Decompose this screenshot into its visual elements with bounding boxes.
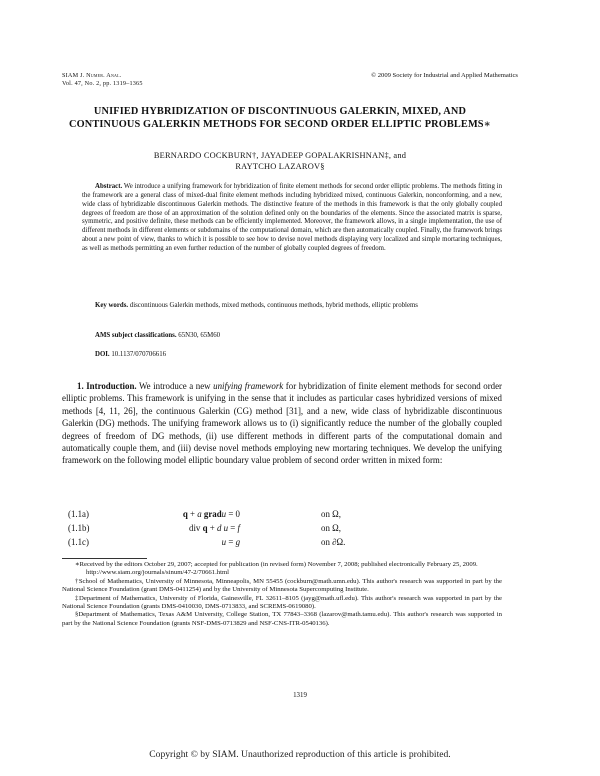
equation-number: (1.1a) bbox=[68, 509, 89, 519]
society-header: © 2009 Society for Industrial and Applied Mathematics bbox=[371, 72, 518, 79]
doi-text[interactable]: 10.1137/070706616 bbox=[111, 351, 167, 358]
page-number: 1319 bbox=[293, 692, 307, 699]
doi-label: DOI. bbox=[95, 351, 110, 358]
equation-domain: on ∂Ω. bbox=[321, 537, 346, 547]
footnote-lazarov: §Department of Mathematics, Texas A&M University, College Station, TX 77843–3368 (lazarov@math.tamu.edu). This author's research was supported in part by the National Science Foundation (grants NSF-DMS-0713829 and NSF-CNS-ITR-0540136). bbox=[62, 611, 502, 627]
footnote-received: ∗Received by the editors October 29, 2007; accepted for publication (in revised form) November 7, 2008; published electronically February 25, 2009. bbox=[75, 561, 478, 568]
introduction bbox=[62, 380, 502, 467]
equation-domain: on Ω, bbox=[321, 509, 341, 519]
keywords bbox=[82, 302, 502, 311]
intro-emphasis: unifying framework bbox=[213, 381, 284, 391]
paper-title: UNIFIED HYBRIDIZATION OF DISCONTINUOUS GALERKIN, MIXED, AND CONTINUOUS GALERKIN METHODS FOR SECOND ORDER ELLIPTIC PROBLEMS∗ bbox=[69, 106, 491, 130]
equation-expression: u = g bbox=[221, 537, 240, 547]
equation-number: (1.1b) bbox=[68, 523, 90, 533]
equation-number: (1.1c) bbox=[68, 537, 89, 547]
equation-expression: div q + d u = f bbox=[189, 523, 240, 533]
journal-volume: Vol. 47, No. 2, pp. 1319–1365 bbox=[62, 80, 143, 87]
footnote-gopalakrishnan: ‡Department of Mathematics, University of Florida, Gainesville, FL 32611–8105 (jayg@math.ufl.edu). This author's research was supported in part by the National Science Foundation (grants DMS-0410030, DMS-0713833, and SCREMS-0619080). bbox=[62, 594, 502, 611]
journal-header bbox=[62, 72, 143, 88]
equation-domain: on Ω, bbox=[321, 523, 341, 533]
footnote-cockburn: †School of Mathematics, University of Minnesota, Minneapolis, MN 55455 (cockburn@math.umn.edu). This author's research was supported in part by the National Science Foundation (grant DMS-0411254) and by the University of Minnesota Supercomputing Institute. bbox=[62, 577, 502, 594]
authors-line-2: RAYTCHO LAZAROV§ bbox=[235, 162, 325, 172]
equation-expression: q + a gradu = 0 bbox=[182, 509, 240, 519]
copyright-notice: Copyright © by SIAM. Unauthorized reproduction of this article is prohibited. bbox=[149, 749, 451, 760]
keywords-label: Key words. bbox=[95, 302, 129, 309]
intro-heading: 1. Introduction. bbox=[77, 381, 137, 391]
journal-name: SIAM J. Numer. Anal. bbox=[62, 72, 122, 79]
equation-1-1c bbox=[62, 537, 502, 550]
ams-text: 65N30, 65M60 bbox=[178, 332, 221, 339]
abstract-text: We introduce a unifying framework for hybridization of finite element methods for second order elliptic problems. The methods fitting in the framework are a general class of mixed-dual finite element methods including hybridized mixed, continuous Galerkin, nonconforming, and a new, wide class of hybridizable discontinuous Galerkin methods. The distinctive feature of the methods in this framework is that the only globally coupled degrees of freedom are those of an approximation of the solution defined only on the boundaries of the elements. Since the associated matrix is sparse, symmetric, and positive definite, these methods can be efficiently implemented. Moreover, the framework allows, in a single implementation, the use of different methods in different elements or subdomains of the computational domain, which are then automatically coupled. Finally, the framework brings about a new point of view, thanks to which it is possible to see how to devise novel methods displaying very localized and simple mortaring techniques, as well as methods permitting an even further reduction of the number of globally coupled degrees of freedom. bbox=[82, 183, 502, 252]
equation-1-1a bbox=[62, 509, 502, 522]
equation-1-1b bbox=[62, 523, 502, 536]
authors-line-1: BERNARDO COCKBURN†, JAYADEEP GOPALAKRISHNAN‡, and bbox=[153, 151, 407, 160]
footnotes bbox=[62, 561, 502, 628]
intro-text-2: for hybridization of finite element methods for second order elliptic problems. This framework is unifying in the sense that it includes as particular cases hybridized versions of mixed methods [4, 11, 26], the continuous Galerkin (CG) method [31], and a new, wide class of hybridizable discontinuous Galerkin (DG) methods. The unifying framework allows us to (i) significantly reduce the number of the globally coupled degrees of freedom of DG methods, (ii) use different methods in different parts of the computational domain and automatically couple them, and (iii) devise novel methods employing new mortaring techniques. We develop the unifying framework on the following model elliptic boundary value problem of second order written in mixed form: bbox=[62, 381, 502, 466]
footnote-url[interactable]: http://www.siam.org/journals/sinum/47-2/70661.html bbox=[86, 569, 230, 577]
ams-classification bbox=[82, 332, 502, 341]
authors bbox=[60, 150, 500, 173]
intro-text-1: We introduce a new bbox=[139, 381, 214, 391]
footnote-rule bbox=[62, 558, 147, 559]
ams-label: AMS subject classifications. bbox=[95, 332, 177, 339]
doi bbox=[82, 351, 502, 360]
abstract-label: Abstract. bbox=[95, 183, 123, 190]
abstract bbox=[82, 183, 502, 254]
keywords-text: discontinuous Galerkin methods, mixed methods, continuous methods, hybrid methods, elliptic problems bbox=[129, 302, 418, 309]
